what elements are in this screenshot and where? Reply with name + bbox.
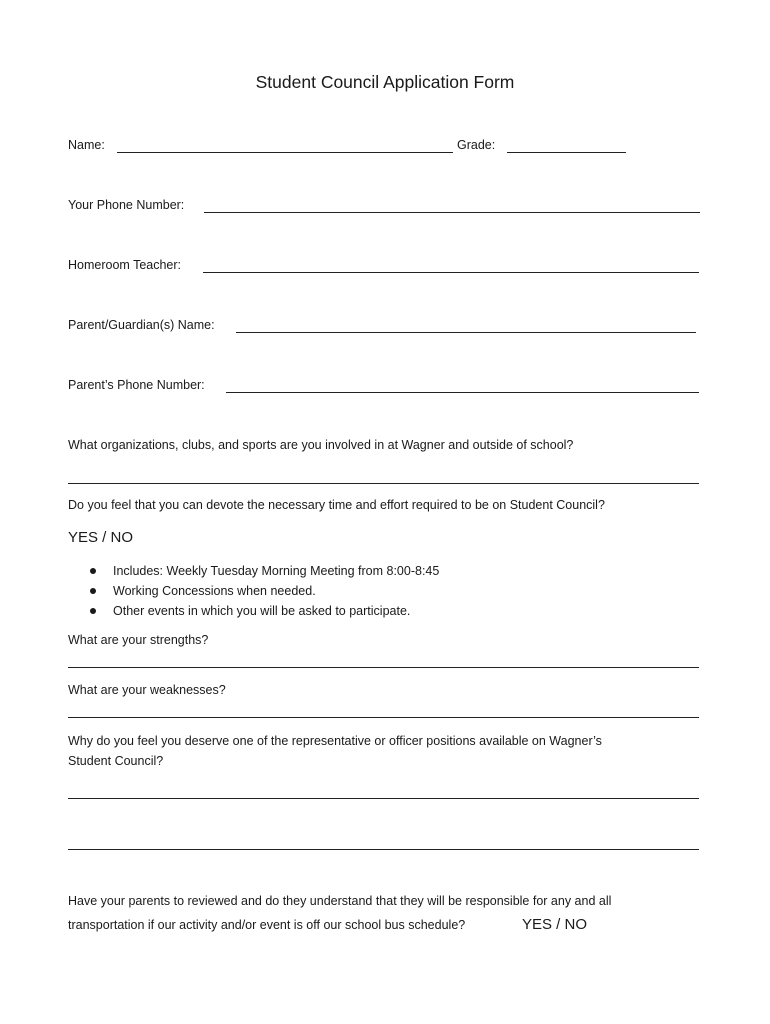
parent-name-label: Parent/Guardian(s) Name: xyxy=(68,318,215,332)
name-label: Name: xyxy=(68,138,105,152)
devote-time-yes-no[interactable]: YES / NO xyxy=(68,529,134,546)
deserve-answer-line-1[interactable] xyxy=(68,798,699,799)
name-field[interactable] xyxy=(117,152,453,153)
requirements-list xyxy=(88,562,439,622)
parent-phone-label: Parent’s Phone Number: xyxy=(68,378,205,392)
strengths-answer-line[interactable] xyxy=(68,667,699,668)
list-item: Other events in which you will be asked to participate. xyxy=(88,602,439,622)
weaknesses-answer-line[interactable] xyxy=(68,717,699,718)
strengths-question: What are your strengths? xyxy=(68,633,209,647)
list-item: Working Concessions when needed. xyxy=(88,582,439,602)
deserve-question-line1: Why do you feel you deserve one of the representative or officer positions available on Wagner’s xyxy=(68,734,602,748)
phone-label: Your Phone Number: xyxy=(68,198,185,212)
grade-label: Grade: xyxy=(457,138,496,152)
parent-name-field[interactable] xyxy=(236,332,696,333)
deserve-answer-line-2[interactable] xyxy=(68,849,699,850)
page-title: Student Council Application Form xyxy=(255,72,515,92)
homeroom-label: Homeroom Teacher: xyxy=(68,258,182,272)
parent-phone-field[interactable] xyxy=(226,392,699,393)
parents-question-line2: transportation if our activity and/or event is off our school bus schedule? xyxy=(68,918,466,932)
homeroom-field[interactable] xyxy=(203,272,699,273)
list-item: Includes: Weekly Tuesday Morning Meeting from 8:00-8:45 xyxy=(88,562,439,582)
phone-field[interactable] xyxy=(204,212,700,213)
devote-time-question: Do you feel that you can devote the necessary time and effort required to be on Student Council? xyxy=(68,498,605,512)
organizations-question: What organizations, clubs, and sports are you involved in at Wagner and outside of school? xyxy=(68,438,574,452)
bullet-icon xyxy=(90,568,96,574)
parents-yes-no[interactable]: YES / NO xyxy=(522,916,588,933)
weaknesses-question: What are your weaknesses? xyxy=(68,683,226,697)
deserve-question-line2: Student Council? xyxy=(68,754,164,768)
bullet-icon xyxy=(90,588,96,594)
bullet-icon xyxy=(90,608,96,614)
organizations-answer-line[interactable] xyxy=(68,483,699,484)
parents-question-line1: Have your parents to reviewed and do they understand that they will be responsible for any and all xyxy=(68,894,612,908)
grade-field[interactable] xyxy=(507,152,626,153)
